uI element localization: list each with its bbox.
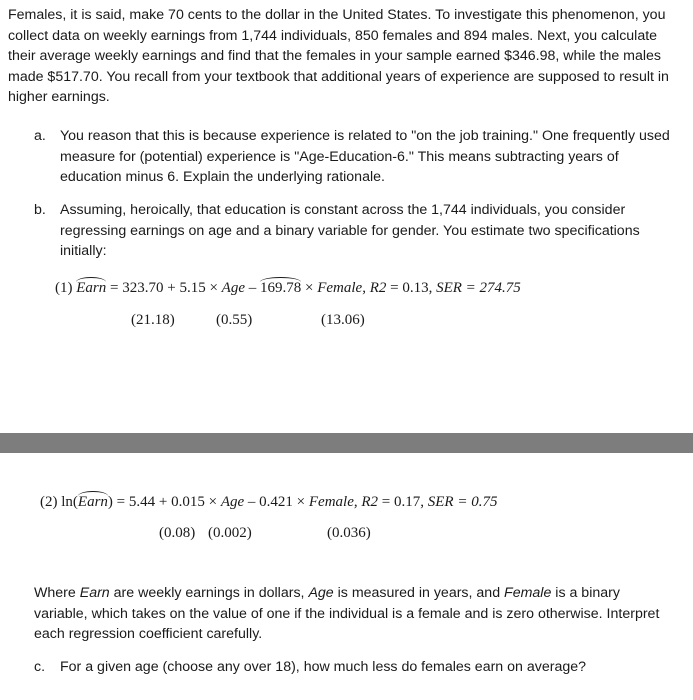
equation-2: (2) ln(Earn) = 5.44 + 0.015 × Age – 0.421 × Female, R2 = 0.17, SER = 0.75 — [40, 494, 498, 510]
eq1-se-const: (21.18) — [131, 312, 175, 328]
where-text-4: is a binary variable, which takes on the value of one if the individual is a female and is zero otherwise. Interpret each regression coefficient carefully. — [34, 585, 660, 643]
eq2-se-female: (0.036) — [327, 525, 371, 541]
eq2-plus: + — [158, 494, 168, 510]
eq1-plus: + — [167, 280, 176, 296]
eq2-r2-label: R2 — [361, 494, 379, 510]
eq2-lhs: Earn — [77, 494, 108, 510]
eq2-times-2: × — [296, 494, 306, 510]
intro-paragraph: Females, it is said, make 70 cents to the dollar in the United States. To investigate this phenomenon, you collect data on weekly earnings from 1,744 individuals, 850 females and 894 males. Next, you calculate their average weekly earnings and find that the females in your sample earned $346.98, while the males made $517.70. You recall from your textbook that additional years of experience are supposed to result in higher earnings. — [8, 7, 669, 106]
eq2-ser: SER = 0.75 — [427, 494, 498, 510]
question-b-marker: b. — [34, 202, 46, 218]
eq2-const: 5.44 — [128, 494, 156, 510]
eq1-lhs: Earn — [76, 280, 107, 296]
eq1-coef-female: 169.78 — [259, 280, 302, 296]
question-c-marker: c. — [34, 659, 46, 675]
eq2-r2: = 0.17 — [381, 494, 421, 510]
eq1-label: (1) — [55, 280, 73, 296]
definitions-paragraph — [34, 583, 674, 645]
eq1-se-female: (13.06) — [321, 312, 365, 328]
eq2-se-age: (0.002) — [208, 525, 252, 541]
eq2-coef-age: 0.015 — [171, 494, 205, 510]
eq2-equals: = — [116, 494, 126, 510]
eq1-r2-label: R2 — [369, 280, 387, 296]
eq1-equals: = — [110, 280, 119, 296]
page-divider — [0, 433, 693, 453]
eq1-minus: – — [248, 280, 257, 296]
eq2-age: Age — [220, 494, 245, 510]
eq1-const: 323.70 — [122, 280, 164, 296]
eq1-se-age: (0.55) — [216, 312, 253, 328]
question-a-text: You reason that this is because experience is related to "on the job training." One frequently used measure for (potential) experience is "Age-Education-6." This means subtracting years of education minus 6. Explain the underlying rationale. — [60, 128, 670, 186]
eq1-female: Female — [317, 280, 363, 296]
question-a-marker: a. — [34, 128, 46, 144]
eq1-coef-age: 5.15 — [179, 280, 206, 296]
eq1-times-1: × — [209, 280, 218, 296]
eq2-close-paren: ) — [107, 494, 113, 510]
where-earn: Earn — [79, 585, 110, 601]
eq2-female: Female — [308, 494, 354, 510]
where-text-3: is measured in years, and — [333, 585, 505, 601]
eq1-ser: SER = 274.75 — [436, 280, 521, 296]
eq1-age: Age — [221, 280, 245, 296]
eq2-ln: ln( — [61, 494, 78, 510]
eq2-label: (2) — [40, 494, 58, 510]
where-text-2: are weekly earnings in dollars, — [109, 585, 309, 601]
eq2-coef-female: 0.421 — [259, 494, 293, 510]
eq1-r2: = 0.13 — [390, 280, 429, 296]
equation-1: (1) Earn = 323.70 + 5.15 × Age – 169.78 × Female, R2 = 0.13, SER = 274.75 — [55, 280, 521, 296]
where-text-1: Where — [34, 585, 80, 601]
question-c-text: For a given age (choose any over 18), how much less do females earn on average? — [60, 659, 587, 675]
eq2-se-const: (0.08) — [159, 525, 196, 541]
eq1-times-2: × — [304, 280, 314, 296]
question-b-text: Assuming, heroically, that education is constant across the 1,744 individuals, you consider regressing earnings on age and a binary variable for gender. You estimate two specifications initially: — [60, 202, 640, 260]
eq2-minus: – — [247, 494, 256, 510]
where-female: Female — [504, 585, 552, 601]
where-age: Age — [308, 585, 334, 601]
eq2-times-1: × — [208, 494, 218, 510]
